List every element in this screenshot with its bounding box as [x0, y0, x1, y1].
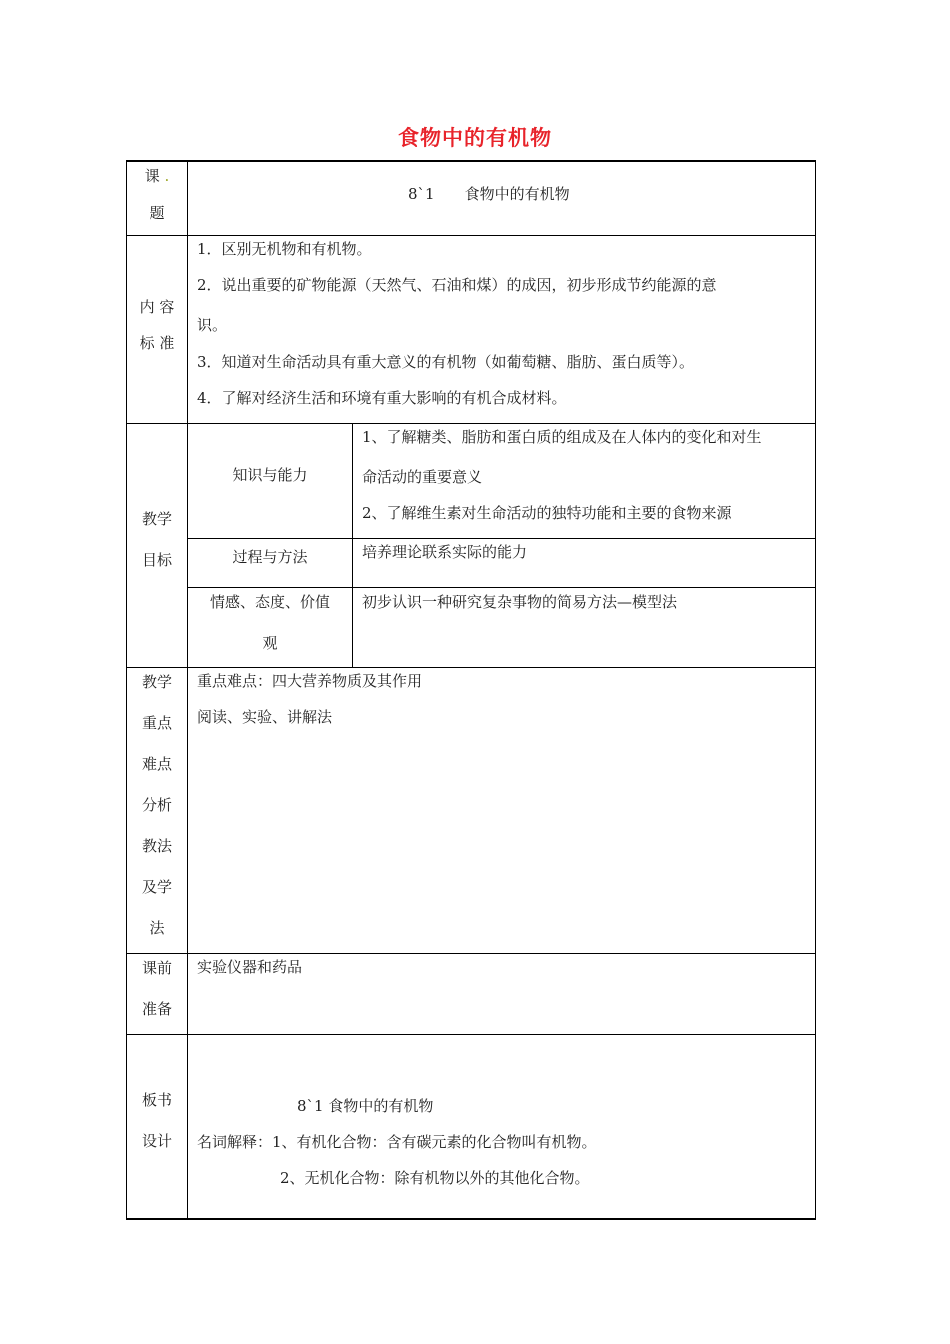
content-line: 3．知道对生命活动具有重大意义的有机物（如葡萄糖、脂肪、蛋白质等）。 [197, 353, 695, 371]
row-divider [126, 235, 816, 236]
key-points-label: 教学 [141, 673, 172, 691]
content-label: 内 容 [139, 298, 175, 316]
prep-label-2: 准备 [141, 1000, 172, 1018]
emotion-label: 情感、态度、价值 [209, 593, 330, 611]
emotion-value: 初步认识一种研究复杂事物的简易方法—模型法 [362, 593, 678, 611]
key-points-label: 法 [149, 919, 165, 937]
key-points-label: 分析 [141, 796, 172, 814]
row-divider [126, 423, 816, 424]
content-line: 识。 [197, 316, 228, 334]
knowledge-label: 知识与能力 [232, 466, 308, 484]
prep-label: 课前 [141, 959, 172, 977]
row-divider [126, 953, 816, 954]
knowledge-line: 2、了解维生素对生命活动的独特功能和主要的食物来源 [362, 504, 732, 522]
key-points-line: 阅读、实验、讲解法 [197, 708, 333, 726]
goals-row-divider [187, 587, 816, 588]
goals-row-divider [187, 538, 816, 539]
emotion-label-2: 观 [262, 634, 278, 652]
content-line: 4．了解对经济生活和环境有重大影响的有机合成材料。 [197, 389, 567, 407]
key-points-line: 重点难点：四大营养物质及其作用 [197, 672, 423, 690]
board-label: 板书 [141, 1091, 172, 1109]
goals-inner-divider [352, 424, 353, 668]
document-title: 食物中的有机物 [398, 125, 552, 150]
board-line-2: 2、无机化合物：除有机物以外的其他化合物。 [280, 1169, 590, 1187]
board-label-2: 设计 [141, 1132, 172, 1150]
goals-label: 教学 [141, 510, 172, 528]
topic-value: 8`1 食物中的有机物 [408, 185, 570, 203]
row-divider [126, 667, 816, 668]
topic-label: 课 . [144, 167, 170, 185]
key-points-label: 教法 [141, 837, 172, 855]
goals-label-2: 目标 [141, 551, 172, 569]
topic-label-2: 题 [149, 204, 165, 222]
row-divider [126, 1034, 816, 1035]
process-value: 培养理论联系实际的能力 [362, 543, 528, 561]
board-heading: 8`1 食物中的有机物 [297, 1097, 434, 1115]
key-points-label: 重点 [141, 714, 172, 732]
process-label: 过程与方法 [232, 548, 308, 566]
content-line: 2．说出重要的矿物能源（天然气、石油和煤）的成因，初步形成节约能源的意 [197, 276, 717, 294]
content-line: 1．区别无机物和有机物。 [197, 240, 372, 258]
prep-value: 实验仪器和药品 [197, 958, 303, 976]
content-label-2: 标 准 [139, 334, 175, 352]
knowledge-line: 命活动的重要意义 [362, 468, 483, 486]
key-points-label: 难点 [141, 755, 172, 773]
knowledge-line: 1、了解糖类、脂肪和蛋白质的组成及在人体内的变化和对生 [362, 428, 762, 446]
board-line-1: 名词解释：1、有机化合物：含有碳元素的化合物叫有机物。 [197, 1133, 597, 1151]
key-points-label: 及学 [141, 878, 172, 896]
